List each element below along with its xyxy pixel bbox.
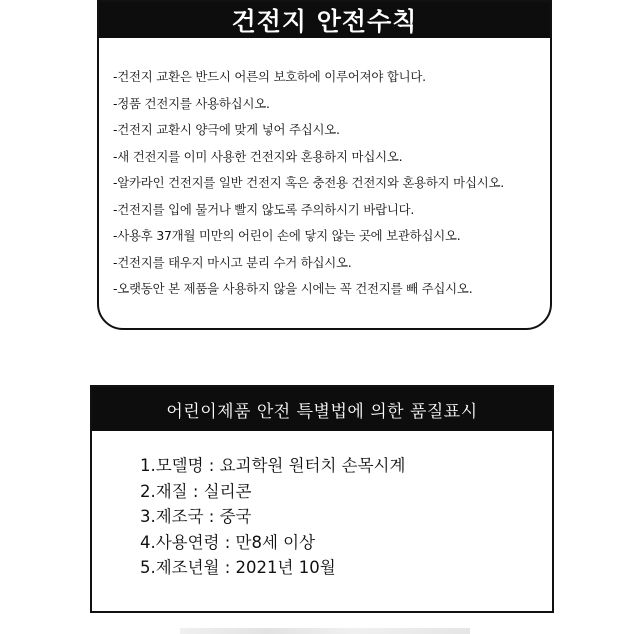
- safety-rule-item: -정품 건전지를 사용하십시오.: [113, 95, 270, 111]
- safety-rule-item: -건전지 교환은 반드시 어른의 보호하에 이루어져야 합니다.: [113, 69, 426, 84]
- safety-rule-item: -건전지 교환시 양극에 맞게 넣어 주십시오.: [113, 122, 340, 137]
- quality-label-card: [90, 385, 554, 613]
- safety-rule-item: -사용후 37개월 미만의 어린이 손에 닿지 않는 곳에 보관하십시오.: [113, 228, 461, 243]
- battery-safety-card: [97, 0, 552, 330]
- safety-rule-item: -새 건전지를 이미 사용한 건전지와 혼용하지 마십시오.: [113, 148, 403, 164]
- battery-safety-list: [113, 64, 544, 303]
- quality-item: 1.모델명 : 요괴학원 원터치 손목시계: [140, 456, 406, 475]
- safety-rule-item: -건전지를 태우지 마시고 분리 수거 하십시오.: [113, 254, 352, 270]
- cropped-bottom-edge: [180, 628, 470, 634]
- safety-rule-item: -오랫동안 본 제품을 사용하지 않을 시에는 꼭 건전지를 빼 주십시오.: [113, 281, 473, 296]
- quality-item: 4.사용연령 : 만8세 이상: [140, 532, 316, 552]
- quality-item: 2.재질 : 실리콘: [140, 481, 252, 501]
- quality-item: 3.제조국 : 중국: [140, 507, 252, 526]
- quality-item: 5.제조년월 : 2021년 10월: [140, 558, 336, 577]
- quality-label-list: [140, 453, 405, 581]
- safety-rule-item: -건전지를 입에 물거나 빨지 않도록 주의하시기 바랍니다.: [113, 201, 415, 217]
- safety-rule-item: -알카라인 건전지를 일반 건전지 혹은 충전용 건전지와 혼용하지 마십시오.: [113, 175, 504, 190]
- battery-safety-title: 건전지 안전수칙: [99, 2, 550, 38]
- quality-label-title: 어린이제품 안전 특별법에 의한 품질표시: [92, 387, 552, 431]
